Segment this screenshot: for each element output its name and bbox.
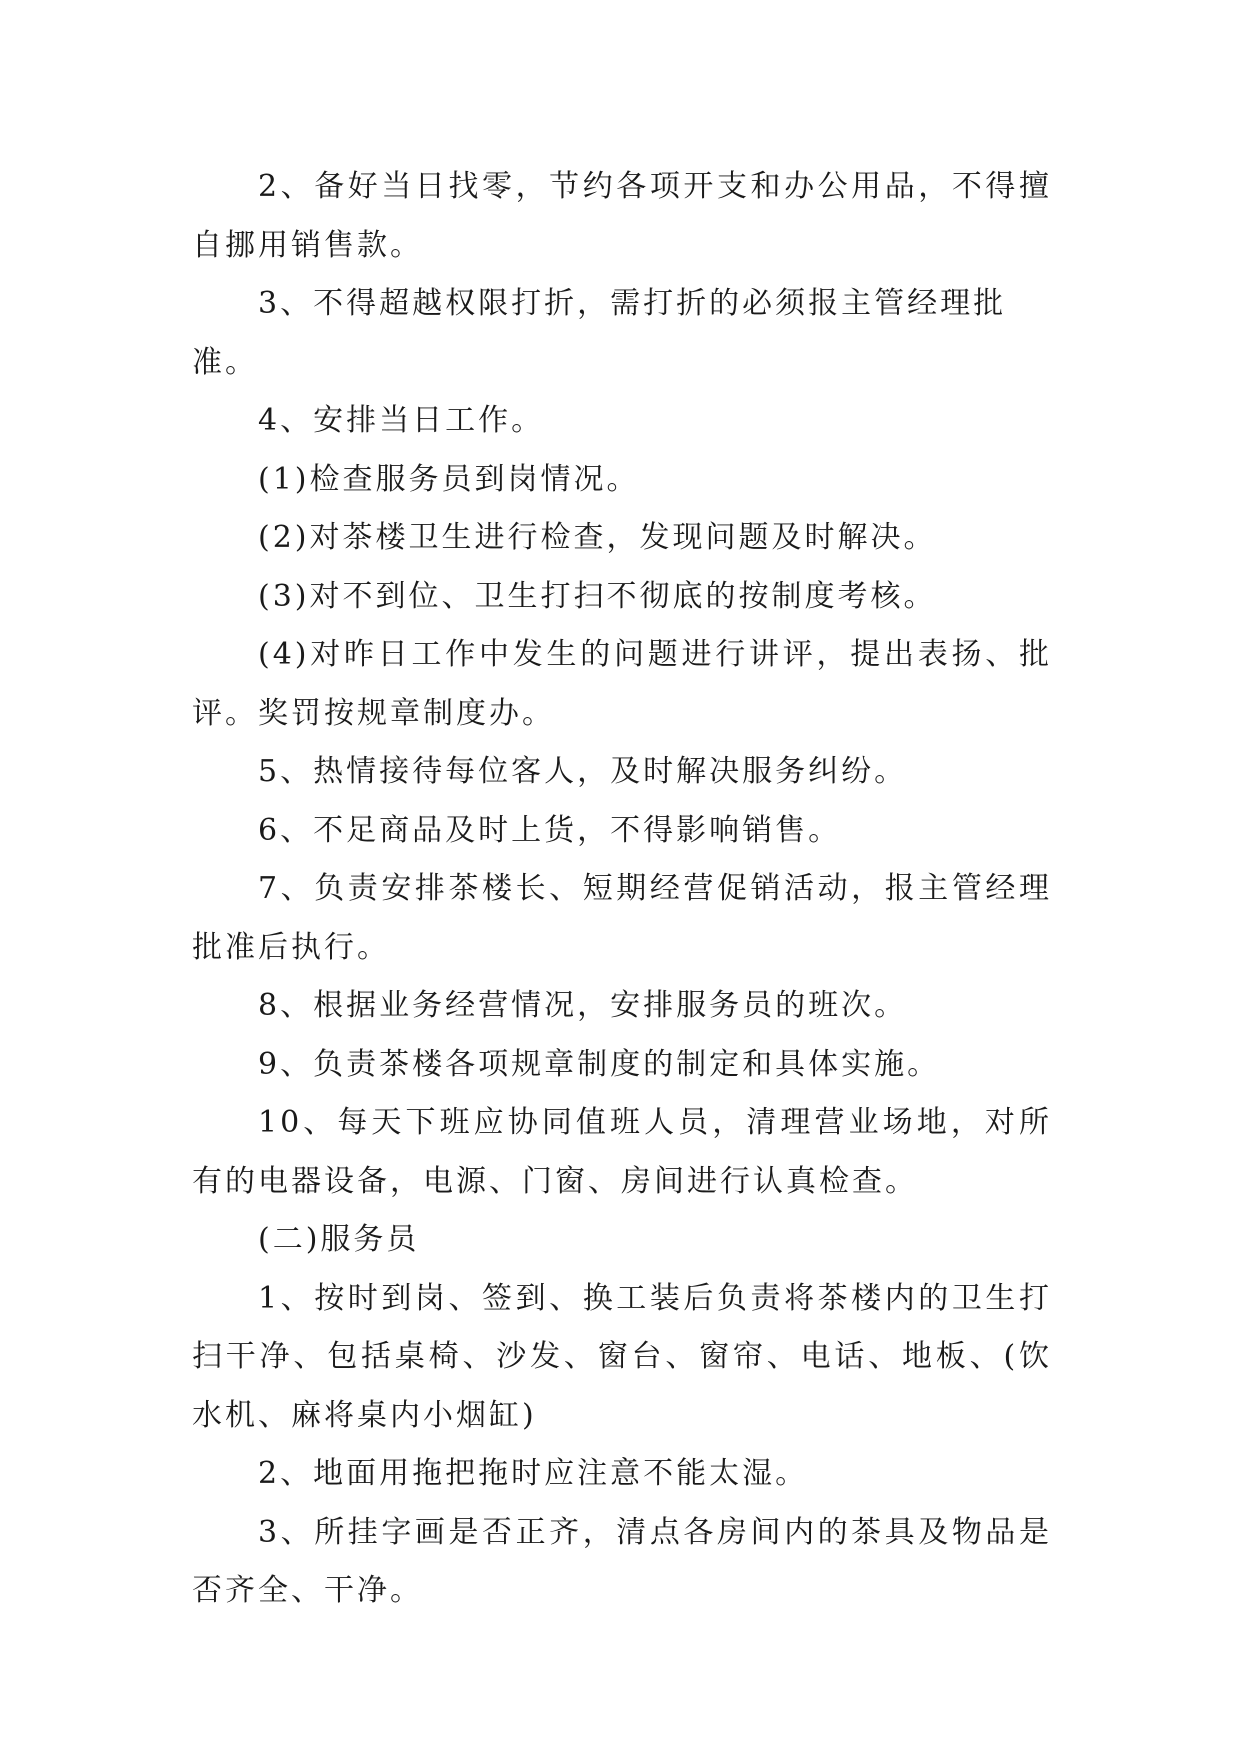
- paragraph-3: 3、不得超越权限打折，需打折的必须报主管经理批准。: [192, 286, 1007, 380]
- paragraph-4-3: (3)对不到位、卫生打扫不彻底的按制度考核。: [258, 578, 937, 614]
- paragraph-9: 9、负责茶楼各项规章制度的制定和具体实施。: [258, 1046, 941, 1082]
- paragraph-7: 7、负责安排茶楼长、短期经营促销活动，报主管经理批准后执行。: [192, 871, 1052, 965]
- paragraph-8: 8、根据业务经营情况，安排服务员的班次。: [258, 988, 908, 1023]
- paragraph-5: 5、热情接待每位客人，及时解决服务纠纷。: [258, 754, 908, 789]
- paragraph-2: 2、备好当日找零，节约各项开支和办公用品，不得擅自挪用销售款。: [192, 169, 1052, 263]
- paragraph-10: 10、每天下班应协同值班人员，清理营业场地，对所有的电器设备，电源、门窗、房间进行认真检查。: [192, 1105, 1052, 1199]
- section-heading-waiter: (二)服务员: [258, 1222, 420, 1257]
- waiter-paragraph-1: 1、按时到岗、签到、换工装后负责将茶楼内的卫生打扫干净、包括桌椅、沙发、窗台、窗帘、电话、地板、(饮水机、麻将桌内小烟缸): [192, 1280, 1052, 1433]
- paragraph-4: 4、安排当日工作。: [258, 403, 545, 438]
- paragraph-4-2: (2)对茶楼卫生进行检查，发现问题及时解决。: [258, 520, 937, 555]
- paragraph-4-4: (4)对昨日工作中发生的问题进行讲评，提出表扬、批评。奖罚按规章制度办。: [192, 637, 1052, 731]
- waiter-paragraph-3: 3、所挂字画是否正齐，清点各房间内的茶具及物品是否齐全、干净。: [192, 1514, 1052, 1608]
- paragraph-6: 6、不足商品及时上货，不得影响销售。: [258, 812, 842, 848]
- paragraph-4-1: (1)检查服务员到岗情况。: [258, 461, 640, 497]
- waiter-paragraph-2: 2、地面用拖把拖时应注意不能太湿。: [258, 1456, 809, 1491]
- document-body: [192, 158, 1052, 1621]
